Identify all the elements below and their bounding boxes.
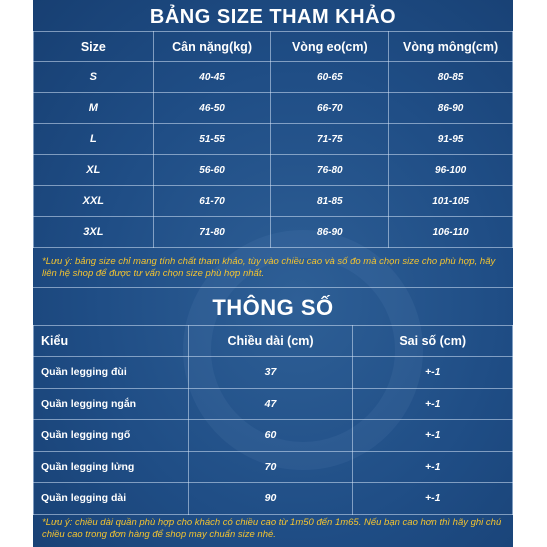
length-cell: 70 [188,451,353,483]
length-cell: 90 [188,483,353,515]
hip-cell: 86-90 [389,93,513,124]
table-row [34,155,513,186]
hip-cell: 91-95 [389,124,513,155]
weight-cell: 71-80 [153,217,271,248]
waist-cell: 86-90 [271,217,389,248]
size-cell: M [34,93,154,124]
style-cell: Quần legging lửng [34,451,189,483]
hip-cell: 106-110 [389,217,513,248]
waist-cell: 76-80 [271,155,389,186]
spec-chart-note: *Lưu ý: chiều dài quần phù hợp cho khách có chiều cao từ 1m50 đến 1m65. Nếu bạn cao hơn thì hãy ghi chú chiều cao trong đơn hàng để shop may chuẩn size nhé. [42,517,502,540]
spec-chart-title: THÔNG SỐ [212,295,334,320]
size-chart-title: BẢNG SIZE THAM KHẢO [149,6,397,28]
tolerance-cell: +-1 [353,483,513,515]
size-cell: 3XL [34,217,154,248]
header-tolerance: Sai số (cm) [353,326,513,357]
weight-cell: 40-45 [153,62,271,93]
header-weight: Cân nặng(kg) [153,32,271,62]
tolerance-cell: +-1 [353,357,513,389]
waist-cell: 81-85 [271,186,389,217]
style-cell: Quần legging dài [34,483,189,515]
table-row [34,124,513,155]
table-row [34,483,513,515]
tolerance-cell: +-1 [353,451,513,483]
table-row [34,93,513,124]
length-cell: 60 [188,420,353,452]
weight-cell: 56-60 [153,155,271,186]
style-cell: Quần legging ngắn [34,388,189,420]
header-size: Size [34,32,154,62]
table-row [34,186,513,217]
hip-cell: 96-100 [389,155,513,186]
size-chart-header-row [34,32,513,62]
weight-cell: 61-70 [153,186,271,217]
size-cell: L [34,124,154,155]
tolerance-cell: +-1 [353,420,513,452]
weight-cell: 51-55 [153,124,271,155]
section-divider [33,287,513,288]
tolerance-cell: +-1 [353,388,513,420]
table-row [34,217,513,248]
header-hip: Vòng mông(cm) [389,32,513,62]
style-cell: Quần legging ngố [34,420,189,452]
header-waist: Vòng eo(cm) [271,32,389,62]
waist-cell: 71-75 [271,124,389,155]
table-row [34,62,513,93]
hip-cell: 80-85 [389,62,513,93]
table-row [34,388,513,420]
size-cell: S [34,62,154,93]
table-row [34,451,513,483]
table-row [34,420,513,452]
size-cell: XXL [34,186,154,217]
spec-chart-table [33,325,513,515]
header-style: Kiểu [34,326,189,357]
weight-cell: 46-50 [153,93,271,124]
waist-cell: 60-65 [271,62,389,93]
hip-cell: 101-105 [389,186,513,217]
size-chart-table [33,31,513,248]
size-guide-card [33,0,513,547]
size-chart-note: *Lưu ý: bảng size chỉ mang tính chất tham khảo, tùy vào chiều cao và số đo mà chọn size cho phù hợp, hãy liên hệ shop để được tư vấn chọn size phù hợp nhất. [42,256,496,279]
waist-cell: 66-70 [271,93,389,124]
spec-chart-header-row [34,326,513,357]
size-cell: XL [34,155,154,186]
header-length: Chiều dài (cm) [188,326,353,357]
length-cell: 37 [188,357,353,389]
length-cell: 47 [188,388,353,420]
style-cell: Quần legging đùi [34,357,189,389]
table-row [34,357,513,389]
